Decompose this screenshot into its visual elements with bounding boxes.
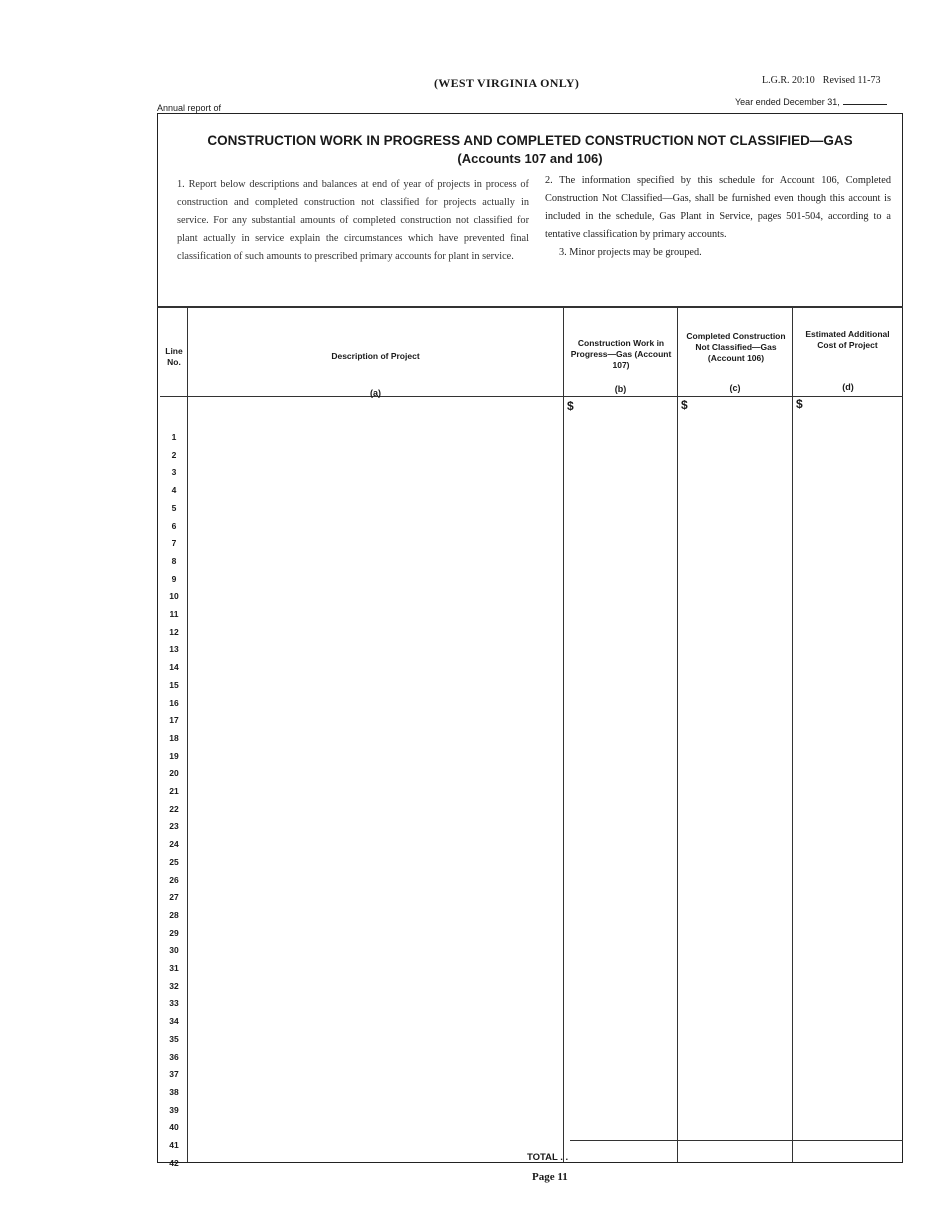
- line-number: 14: [169, 662, 179, 673]
- schedule-title: CONSTRUCTION WORK IN PROGRESS AND COMPLETED CONSTRUCTION NOT CLASSIFIED—GAS: [207, 133, 853, 148]
- line-number: 37: [169, 1069, 179, 1080]
- line-number: 23: [169, 821, 179, 832]
- annual-report-of-label: Annual report of: [157, 103, 222, 113]
- line-number: 27: [169, 892, 179, 903]
- line-number: 41: [169, 1140, 179, 1150]
- line-number: 10: [169, 591, 179, 602]
- line-number: 1: [171, 432, 177, 442]
- schedule-subtitle: (Accounts 107 and 106): [457, 151, 603, 166]
- line-number: 38: [169, 1086, 179, 1097]
- header-estimated: Estimated Additional Cost of Project: [805, 329, 890, 350]
- form-code: [762, 75, 880, 86]
- line-number: 36: [169, 1051, 179, 1062]
- letter-a: (a): [370, 388, 381, 398]
- dollar-c: $: [681, 398, 688, 412]
- header-cwip: Construction Work in Progress—Gas (Account 107): [570, 338, 672, 370]
- line-number: 15: [169, 679, 179, 690]
- year-ended-field: [735, 95, 887, 107]
- line-number: 11: [169, 609, 179, 619]
- line-number: 31: [169, 963, 179, 973]
- letter-d: (d): [842, 382, 854, 392]
- year-blank[interactable]: [843, 95, 887, 105]
- line-number: 13: [169, 644, 179, 655]
- line-number: 3: [171, 467, 177, 478]
- letter-b: (b): [614, 384, 627, 394]
- line-number: 39: [169, 1104, 179, 1115]
- instruction-2: 2. The information specified by this schedule for Account 106, Completed Construction Not Classified—Gas, shall be furnished even though this account is included in the schedule, Gas Plant in Service, pages 501-504, according to a tentative classification by primary accounts.: [545, 175, 891, 240]
- line-number: 28: [169, 909, 179, 920]
- line-number: 22: [169, 803, 179, 814]
- year-ended-label: Year ended December 31,: [735, 97, 840, 107]
- total-label: TOTAL . .: [527, 1152, 569, 1163]
- line-number: 26: [169, 874, 179, 885]
- line-number: 16: [169, 697, 179, 708]
- page-number: Page 11: [532, 1171, 568, 1183]
- line-number: 19: [169, 750, 179, 761]
- line-number: 42: [169, 1157, 179, 1168]
- line-number: 9: [171, 573, 177, 584]
- line-number: 18: [169, 732, 179, 743]
- line-number: 17: [169, 715, 179, 726]
- instructions-right: [545, 172, 891, 262]
- instruction-1: 1. Report below descriptions and balances at end of year of projects in process of construction and completed construction not classified for projects actually in service. For any substantial amounts of completed construction not classified for plant actually in service explain the circumstances which have prevented final classification of such amounts to prescribed primary accounts for plant in service.: [177, 179, 529, 262]
- col-c-divider: [792, 306, 793, 1162]
- line-number: 40: [169, 1122, 179, 1133]
- line-number: 29: [169, 927, 179, 938]
- header-line-no: Line No.: [165, 346, 183, 367]
- dollar-d: $: [796, 397, 803, 411]
- header-description: Description of Project: [331, 351, 420, 361]
- col-a-divider: [563, 306, 564, 1162]
- line-number: 33: [169, 998, 179, 1009]
- line-number: 30: [169, 945, 179, 956]
- dollar-b: $: [567, 399, 574, 413]
- line-number: 12: [169, 626, 179, 637]
- form-code-number: L.G.R. 20:10: [762, 75, 815, 86]
- line-number: 21: [169, 786, 179, 796]
- state-heading: (WEST VIRGINIA ONLY): [434, 76, 580, 90]
- letter-c: (c): [729, 383, 741, 393]
- line-number: 2: [171, 449, 177, 460]
- line-number: 25: [169, 856, 179, 867]
- line-number: 8: [171, 555, 177, 566]
- line-number: 7: [171, 538, 177, 549]
- col-b-divider: [677, 306, 678, 1162]
- line-number: 6: [171, 520, 177, 531]
- line-col-divider: [187, 306, 188, 1162]
- line-number: 34: [169, 1016, 179, 1027]
- line-number: 35: [169, 1033, 179, 1044]
- instruction-3: 3. Minor projects may be grouped.: [559, 247, 702, 258]
- total-top-rule: [570, 1140, 903, 1141]
- header-completed: Completed Construction Not Classified—Gas (Account 106): [686, 331, 786, 363]
- line-number: 32: [169, 980, 179, 991]
- line-number: 4: [171, 485, 177, 496]
- line-number: 20: [169, 768, 179, 779]
- line-number: 5: [171, 502, 177, 513]
- line-number: 24: [169, 839, 179, 850]
- revised-date: Revised 11-73: [822, 75, 881, 86]
